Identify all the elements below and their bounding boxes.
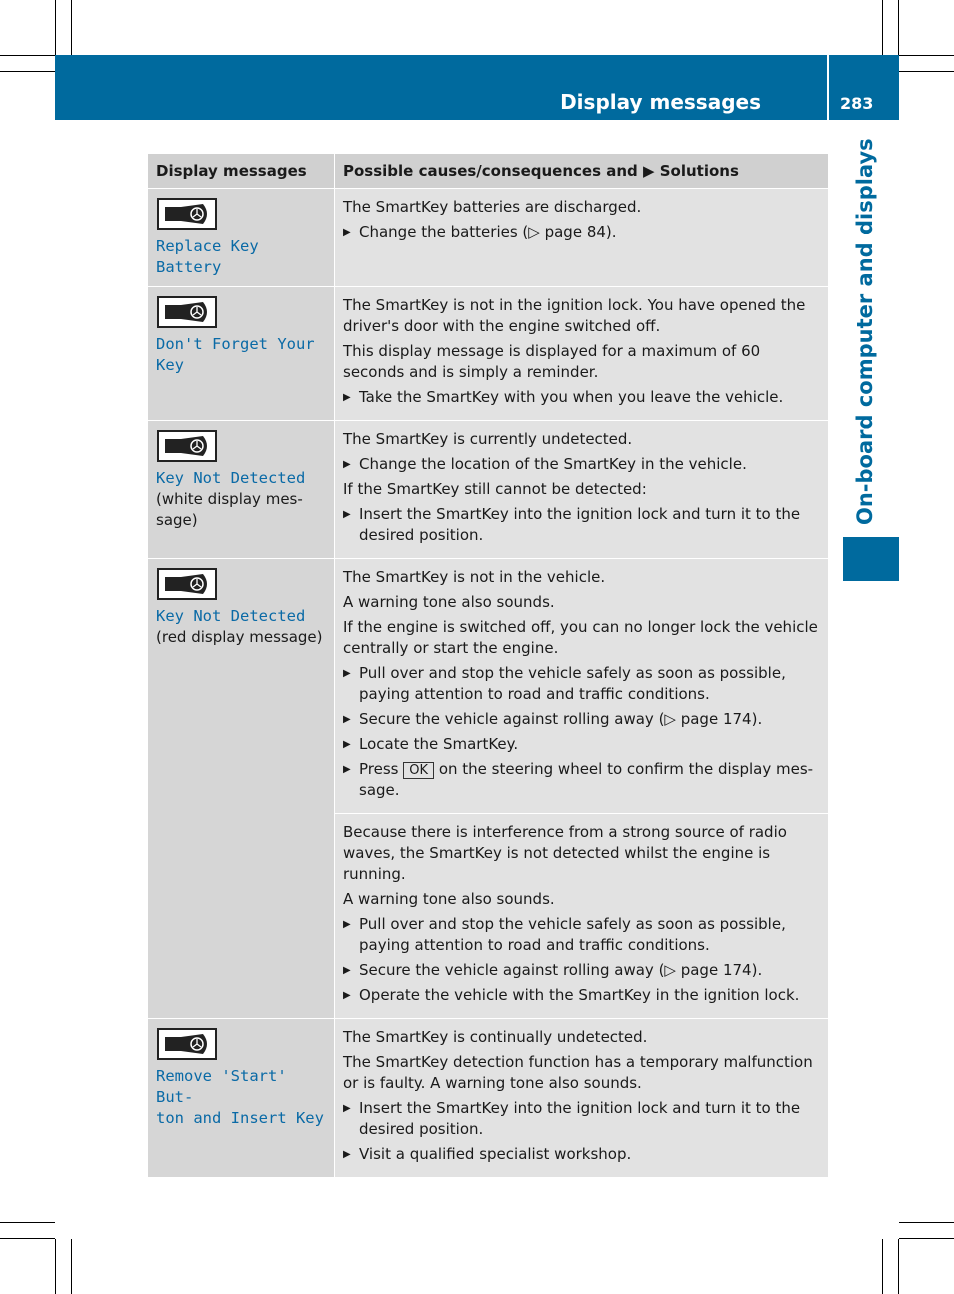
message-cell (148, 421, 334, 559)
cause-text: The SmartKey is continually undetected. (343, 1028, 648, 1046)
page-header (55, 55, 899, 120)
cause-text: A warning tone also sounds. (343, 593, 555, 611)
display-messages-table (148, 154, 828, 1178)
crop-mark (898, 1239, 899, 1294)
crop-mark (882, 1239, 883, 1294)
message-cell (148, 1019, 334, 1178)
smartkey-icon (157, 430, 217, 462)
col-header-messages: Display messages (148, 154, 334, 189)
cause-text: This display message is displayed for a maximum of 60 seconds and is simply a reminder. (343, 342, 761, 381)
crop-mark (882, 0, 883, 55)
crop-mark (0, 1222, 55, 1223)
crop-mark (0, 71, 55, 72)
solution-step: ▶ Secure the vehicle against rolling away (▷ page 174). (343, 709, 820, 730)
display-message-text: Key Not Detected (156, 607, 306, 625)
solution-step: ▶ Visit a qualified specialist workshop. (343, 1144, 820, 1165)
message-note: (red display message) (156, 628, 323, 646)
crop-mark (0, 1238, 55, 1239)
solution-step: ▶ Pull over and stop the vehicle safely as soon as possible, paying attention to road and traffic conditions. (343, 914, 820, 956)
cause-text: The SmartKey detection function has a temporary malfunction or is faulty. A warning tone also sounds. (343, 1053, 813, 1092)
header-divider (827, 55, 829, 120)
cause-text: The SmartKey is currently undetected. (343, 430, 633, 448)
crop-mark (899, 1238, 954, 1239)
solution-cell (334, 287, 828, 421)
crop-mark (899, 1222, 954, 1223)
cause-text: If the engine is switched off, you can no longer lock the vehicle centrally or start the engine. (343, 618, 818, 657)
solution-cell (334, 559, 828, 814)
display-message-text: Key Not Detected (156, 469, 306, 487)
solution-step: ▶ Insert the SmartKey into the ignition lock and turn it to the desired position. (343, 1098, 820, 1140)
smartkey-icon (157, 296, 217, 328)
solution-step: ▶ Insert the SmartKey into the ignition lock and turn it to the desired position. (343, 504, 820, 546)
solution-step: ▶ Take the SmartKey with you when you leave the vehicle. (343, 387, 820, 408)
step-text: Press (359, 760, 399, 778)
crop-mark (899, 71, 954, 72)
message-cell (148, 287, 334, 421)
cause-text: The SmartKey is not in the ignition lock. You have opened the driver's door with the engine switched off. (343, 296, 806, 335)
cause-text: If the SmartKey still cannot be detected: (343, 480, 647, 498)
solution-step: ▶ Change the location of the SmartKey in the vehicle. (343, 454, 820, 475)
page-number: 283 (840, 94, 874, 113)
crop-mark (55, 1239, 56, 1294)
crop-mark (55, 0, 56, 55)
crop-mark (71, 1239, 72, 1294)
section-tab (843, 537, 899, 581)
crop-mark (71, 0, 72, 55)
solution-step: ▶ Change the batteries (▷ page 84). (343, 222, 820, 243)
crop-mark (899, 55, 954, 56)
ok-key: OK (403, 762, 434, 779)
smartkey-icon (157, 1028, 217, 1060)
solution-step: ▶ Pull over and stop the vehicle safely as soon as possible, paying attention to road and traffic conditions. (343, 663, 820, 705)
cause-text: Because there is interference from a strong source of radio waves, the SmartKey is not detected whilst the engine is running. (343, 823, 787, 883)
smartkey-icon (157, 568, 217, 600)
step-text: on the steering wheel to confirm the display mes-sage. (359, 760, 814, 799)
message-cell (148, 189, 334, 287)
page-title: Display messages (560, 90, 761, 114)
crop-mark (898, 0, 899, 55)
solution-cell (334, 814, 828, 1019)
display-message-text: Don't Forget Your Key (156, 335, 315, 374)
display-message-text: Replace Key Battery (156, 237, 259, 276)
message-note: (white display mes- sage) (156, 490, 303, 529)
cause-text: A warning tone also sounds. (343, 890, 555, 908)
solution-step: ▶ Locate the SmartKey. (343, 734, 820, 755)
section-tab-label: On-board computer and displays (853, 138, 877, 525)
solution-step: ▶ Secure the vehicle against rolling away (▷ page 174). (343, 960, 820, 981)
crop-mark (0, 55, 55, 56)
cause-text: The SmartKey is not in the vehicle. (343, 568, 606, 586)
cause-text: The SmartKey batteries are discharged. (343, 198, 642, 216)
display-message-text: Remove 'Start' But- ton and Insert Key (156, 1067, 324, 1127)
solution-cell (334, 421, 828, 559)
solution-cell (334, 1019, 828, 1178)
solution-step (343, 759, 820, 801)
solution-step: ▶ Operate the vehicle with the SmartKey in the ignition lock. (343, 985, 820, 1006)
solution-cell (334, 189, 828, 287)
smartkey-icon (157, 198, 217, 230)
col-header-solutions: Possible causes/consequences and ▶ Solutions (334, 154, 828, 189)
message-cell (148, 559, 334, 1019)
